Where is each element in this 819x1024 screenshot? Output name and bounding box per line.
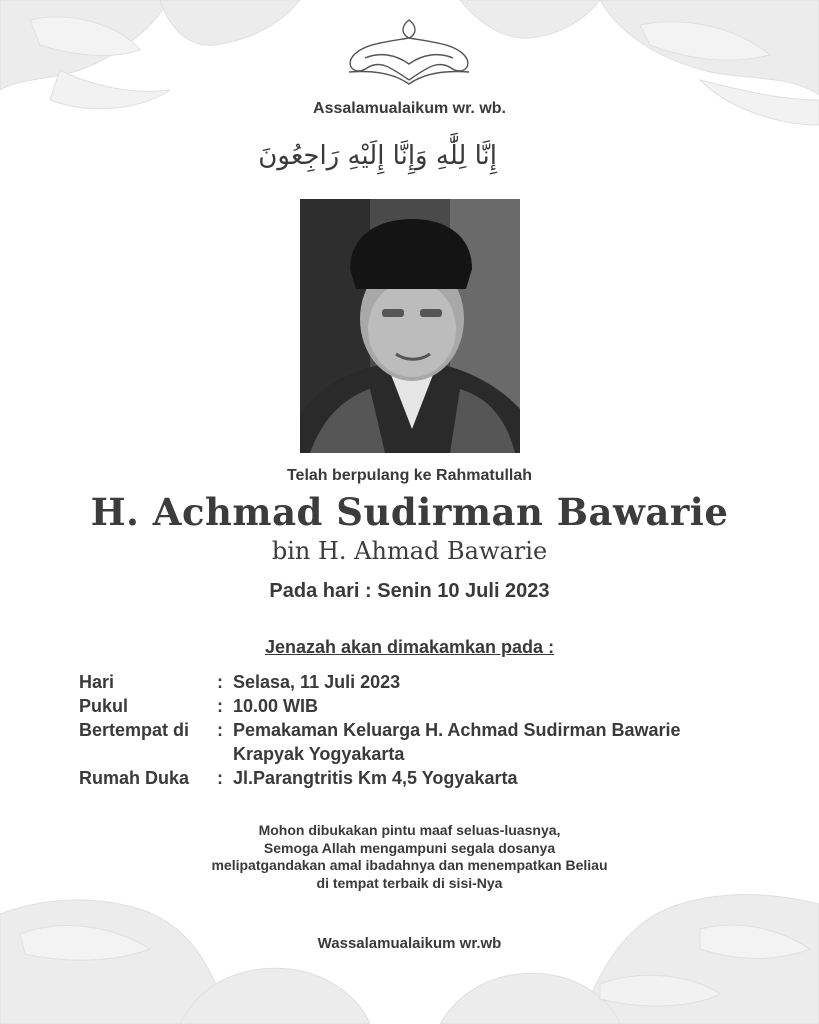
detail-colon: :: [217, 720, 223, 740]
detail-value: Krapyak Yogyakarta: [233, 744, 405, 764]
detail-colon: :: [217, 768, 223, 788]
detail-value: Selasa, 11 Juli 2023: [233, 672, 401, 692]
closing-prayer: [0, 822, 819, 892]
closing-line: melipatgandakan amal ibadahnya dan menempatkan Beliau: [211, 857, 608, 873]
deceased-name: H. Achmad Sudirman Bawarie: [90, 490, 729, 534]
detail-colon: :: [217, 672, 223, 692]
portrait-photo: [300, 199, 520, 453]
detail-value: Pemakaman Keluarga H. Achmad Sudirman Bawarie: [233, 720, 681, 740]
calligraphic-flourish-icon: [345, 18, 473, 88]
burial-heading: Jenazah akan dimakamkan pada :: [264, 637, 555, 657]
arabic-calligraphy: [258, 128, 497, 184]
detail-value: Jl.Parangtritis Km 4,5 Yogyakarta: [233, 768, 518, 788]
lineage: bin H. Ahmad Bawarie: [271, 537, 548, 565]
greeting: Assalamualaikum wr. wb.: [313, 100, 506, 117]
detail-label: Pukul: [79, 696, 129, 716]
detail-label: Hari: [79, 672, 115, 692]
intro-text: Telah berpulang ke Rahmatullah: [286, 467, 533, 484]
farewell: Wassalamualaikum wr.wb: [317, 935, 502, 952]
detail-value: 10.00 WIB: [233, 696, 319, 716]
death-date: Pada hari : Senin 10 Juli 2023: [269, 580, 550, 602]
detail-label: Bertempat di: [79, 720, 190, 740]
detail-colon: :: [217, 696, 223, 716]
arabic-verse: إِنَّا لِلَّٰهِ وَإِنَّا إِلَيْهِ رَاجِعُونَ: [258, 141, 497, 171]
closing-line: di tempat terbaik di sisi-Nya: [316, 874, 503, 891]
closing-line: Mohon dibukakan pintu maaf seluas-luasnya,: [258, 822, 561, 838]
closing-line: Semoga Allah mengampuni segala dosanya: [263, 839, 556, 856]
detail-label: Rumah Duka: [79, 768, 190, 788]
